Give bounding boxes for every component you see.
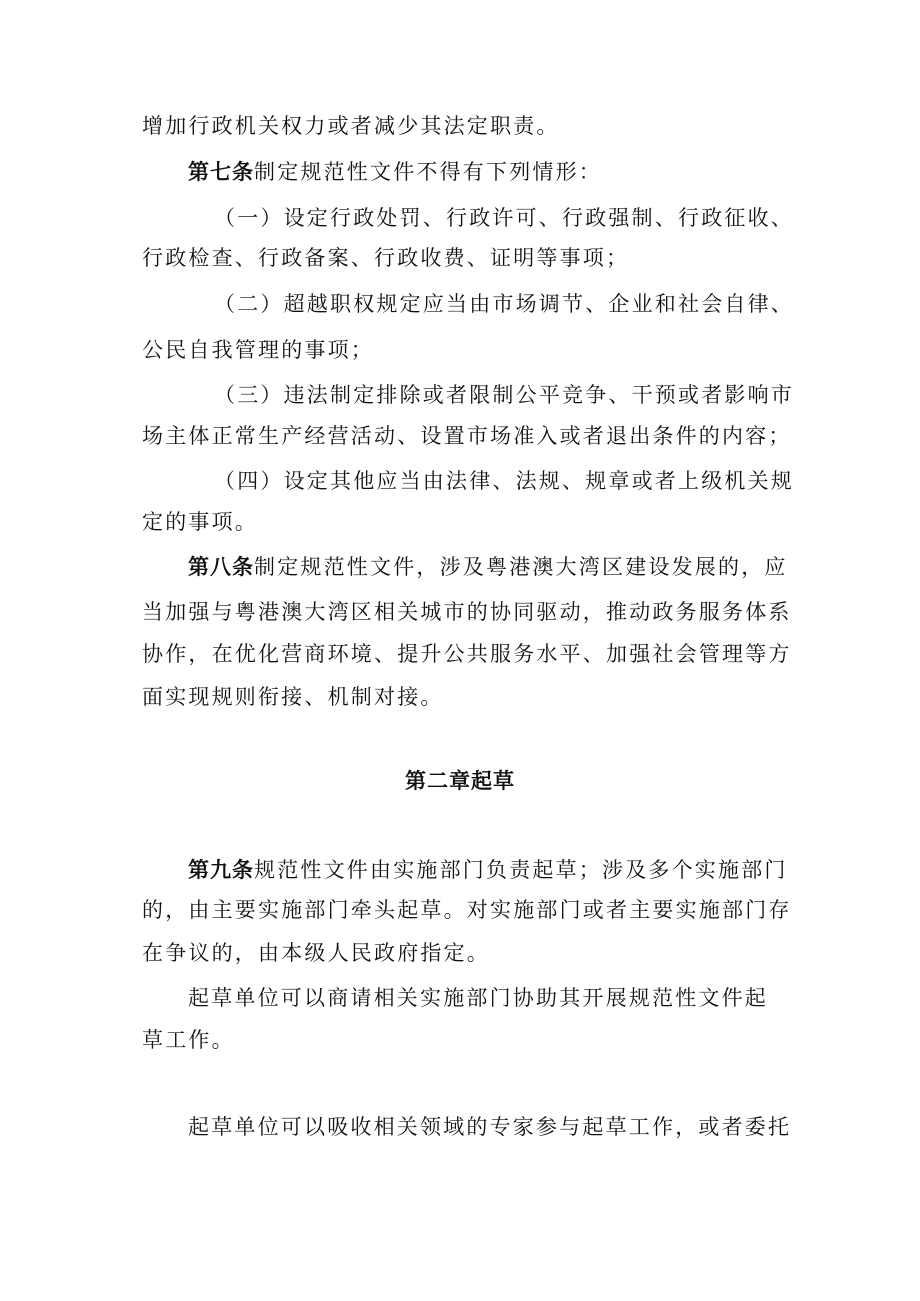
paragraph-start-line: 起草单位可以吸收相关领域的专家参与起草工作，或者委托 xyxy=(188,1115,792,1139)
list-item-1-line: （一）设定行政处罚、行政许可、行政强制、行政征收、 xyxy=(214,206,794,230)
article-8-label: 第八条 xyxy=(188,555,254,579)
text-line: 草工作。 xyxy=(142,1028,235,1052)
text-line: 行政检查、行政备案、行政收费、证明等事项； xyxy=(142,246,630,270)
article-7-heading-line: 第七条制定规范性文件不得有下列情形： xyxy=(188,160,602,184)
text-line: 定的事项。 xyxy=(142,510,258,534)
text-line: 当加强与粤港澳大湾区相关城市的协同驱动，推动政务服务体系 xyxy=(142,600,792,624)
article-9-heading-line: 第九条规范性文件由实施部门负责起草；涉及多个实施部门 xyxy=(188,858,788,882)
article-7-label: 第七条 xyxy=(188,160,254,184)
list-item-4-line: （四）设定其他应当由法律、法规、规章或者上级机关规 xyxy=(214,469,794,493)
list-item-2-line: （二）超越职权规定应当由市场调节、企业和社会自律、 xyxy=(214,292,794,316)
text-line: 面实现规则衔接、机制对接。 xyxy=(142,685,444,709)
text-line: 的，由主要实施部门牵头起草。对实施部门或者主要实施部门存 xyxy=(142,898,792,922)
list-item-3-line: （三）违法制定排除或者限制公平竞争、干预或者影响市 xyxy=(214,383,794,407)
text-line: 场主体正常生产经营活动、设置市场准入或者退出条件的内容； xyxy=(142,424,792,448)
chapter-title: 第二章起草 xyxy=(405,769,515,793)
text-line: 协作，在优化营商环境、提升公共服务水平、加强社会管理等方 xyxy=(142,642,792,666)
text-line: 在争议的，由本级人民政府指定。 xyxy=(142,941,490,965)
article-9-label: 第九条 xyxy=(188,858,254,882)
text-line: 公民自我管理的事项； xyxy=(142,338,374,362)
text-line: 增加行政机关权力或者减少其法定职责。 xyxy=(142,114,560,138)
article-8-heading-line: 第八条制定规范性文件，涉及粤港澳大湾区建设发展的，应 xyxy=(188,555,788,579)
paragraph-start-line: 起草单位可以商请相关实施部门协助其开展规范性文件起 xyxy=(188,986,768,1010)
